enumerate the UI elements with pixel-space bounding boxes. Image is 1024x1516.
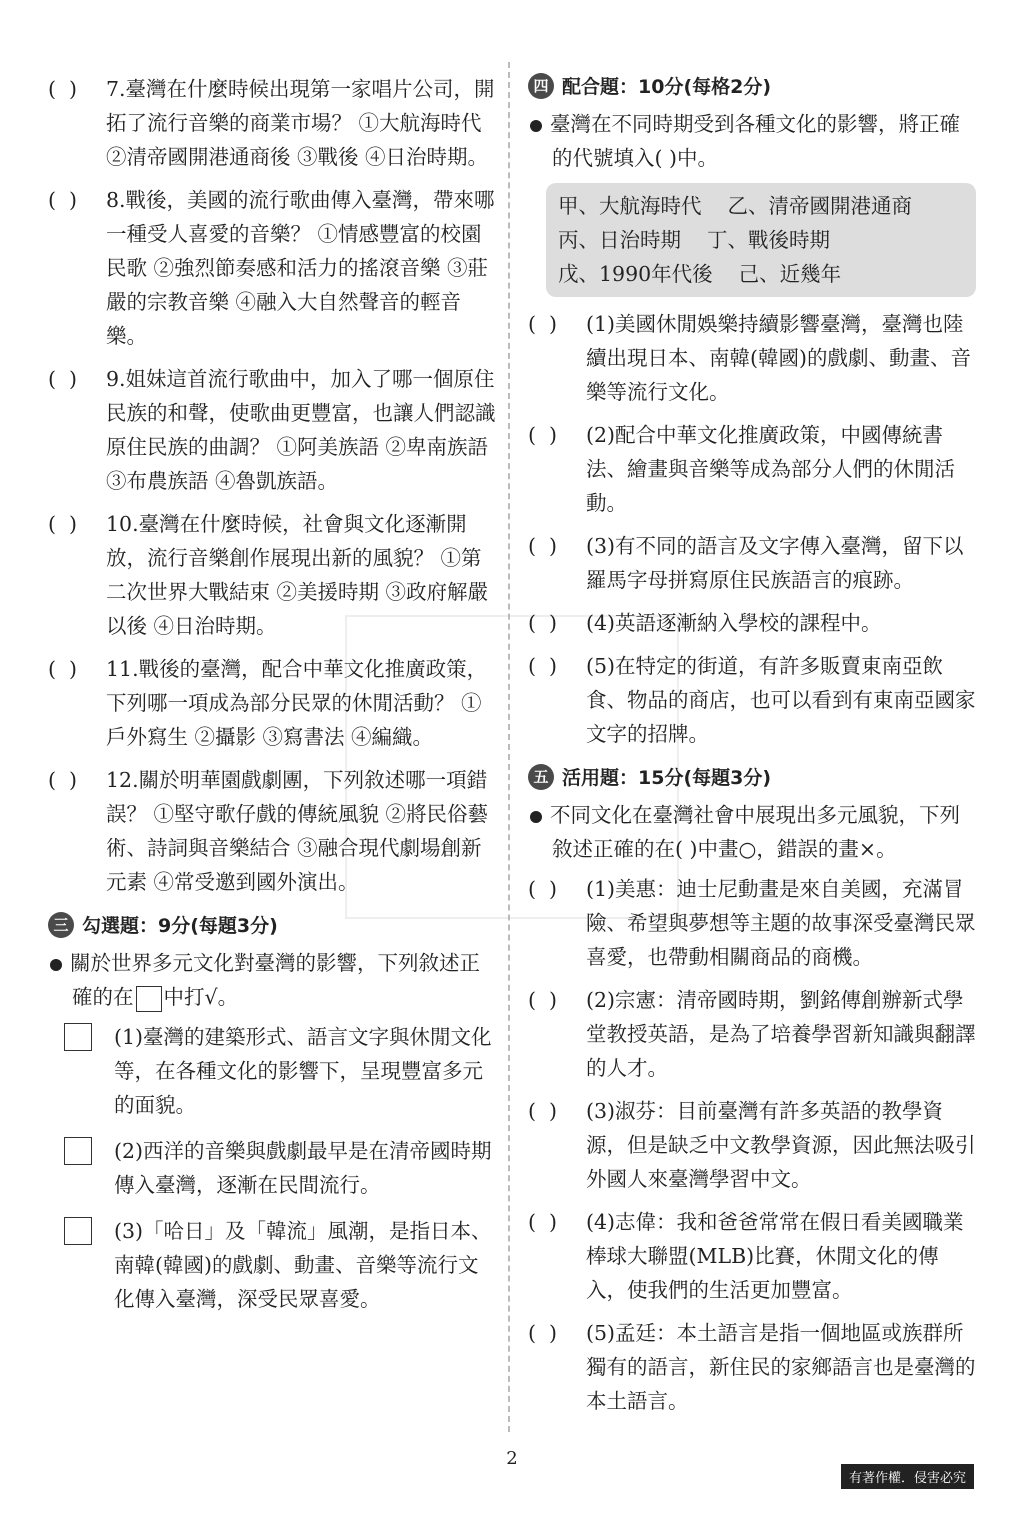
- question-text: 7.臺灣在什麼時候出現第一家唱片公司，開拓了流行音樂的商業市場？ ①大航海時代 ②清帝國開港通商後 ③戰後 ④日治時期。: [106, 77, 495, 169]
- section-4-intro: [528, 107, 976, 175]
- answer-blank[interactable]: ( ): [48, 657, 78, 681]
- question-text: 11.戰後的臺灣，配合中華文化推廣政策，下列哪一項成為部分民眾的休閒活動？ ①戶外寫生 ②攝影 ③寫書法 ④編織。: [106, 657, 488, 749]
- section-4-header: [528, 72, 976, 99]
- question-7: [48, 72, 496, 174]
- bullet-icon: [530, 120, 542, 132]
- answer-blank[interactable]: ( ): [528, 654, 558, 678]
- option: 乙、清帝國開港通商: [727, 194, 912, 218]
- option: 丁、戰後時期: [707, 228, 830, 252]
- question-12: [48, 763, 496, 899]
- section-5-intro: [528, 798, 976, 866]
- check-item-text: (1)臺灣的建築形式、語言文字與休閒文化等，在各種文化的影響下，呈現豐富多元的面貌。: [114, 1025, 492, 1117]
- item-text: (3)有不同的語言及文字傳入臺灣，留下以羅馬字母拼寫原住民族語言的痕跡。: [586, 534, 964, 592]
- apply-item-3: [528, 1094, 976, 1196]
- check-item-1: [48, 1020, 496, 1122]
- item-text: (5)在特定的街道，有許多販賣東南亞飲食、物品的商店，也可以看到有東南亞國家文字的招牌。: [586, 654, 976, 746]
- answer-blank[interactable]: ( ): [48, 188, 78, 212]
- option: 丙、日治時期: [558, 228, 681, 252]
- option: 甲、大航海時代: [558, 194, 702, 218]
- section-badge: 四: [528, 73, 554, 99]
- apply-item-5: [528, 1316, 976, 1418]
- section-3-intro: [48, 946, 496, 1014]
- bullet-icon: [530, 811, 542, 823]
- check-item-text: (3)「哈日」及「韓流」風潮，是指日本、南韓(韓國)的戲劇、動畫、音樂等流行文化傳入臺灣，深受民眾喜愛。: [114, 1219, 492, 1311]
- apply-item-4: [528, 1205, 976, 1307]
- match-item-2: [528, 418, 976, 520]
- answer-blank[interactable]: ( ): [528, 1099, 558, 1123]
- item-text: (4)志偉：我和爸爸常常在假日看美國職業棒球大聯盟(MLB)比賽，休閒文化的傳入，使我們的生活更加豐富。: [586, 1210, 964, 1302]
- question-9: [48, 362, 496, 498]
- question-text: 9.姐妹這首流行歌曲中，加入了哪一個原住民族的和聲，使歌曲更豐富，也讓人們認識原住民族的曲調？ ①阿美族語 ②卑南族語 ③布農族語 ④魯凱族語。: [106, 367, 496, 493]
- item-text: (5)孟廷：本土語言是指一個地區或族群所獨有的語言，新住民的家鄉語言也是臺灣的本土語言。: [586, 1321, 976, 1413]
- question-10: [48, 507, 496, 643]
- answer-blank[interactable]: ( ): [528, 877, 558, 901]
- section-badge: 三: [48, 912, 74, 938]
- question-text: 8.戰後，美國的流行歌曲傳入臺灣，帶來哪一種受人喜愛的音樂？ ①情感豐富的校園民歌 ②強烈節奏感和活力的搖滾音樂 ③莊嚴的宗教音樂 ④融入大自然聲音的輕音樂。: [106, 188, 495, 348]
- intro-text: 臺灣在不同時期受到各種文化的影響，將正確的代號填入( )中。: [550, 112, 960, 170]
- option-row: [558, 257, 964, 291]
- question-11: [48, 652, 496, 754]
- item-text: (4)英語逐漸納入學校的課程中。: [586, 611, 882, 635]
- answer-blank[interactable]: ( ): [48, 77, 78, 101]
- item-text: (1)美惠：迪士尼動畫是來自美國，充滿冒險、希望與夢想等主題的故事深受臺灣民眾喜愛，也帶動相關商品的商機。: [586, 877, 976, 969]
- section-3-header: [48, 911, 496, 938]
- apply-item-1: [528, 872, 976, 974]
- question-text: 10.臺灣在什麼時候，社會與文化逐漸開放，流行音樂創作展現出新的風貌？ ①第二次世界大戰結束 ②美援時期 ③政府解嚴以後 ④日治時期。: [106, 512, 489, 638]
- section-title: 活用題：15分(每題3分): [562, 767, 772, 789]
- answer-blank[interactable]: ( ): [48, 512, 78, 536]
- column-divider: [508, 62, 510, 1432]
- option-row: [558, 189, 964, 223]
- question-text: 12.關於明華園戲劇團，下列敘述哪一項錯誤？ ①堅守歌仔戲的傳統風貌 ②將民俗藝術、詩詞與音樂結合 ③融合現代劇場創新元素 ④常受邀到國外演出。: [106, 768, 489, 894]
- item-text: (3)淑芬：目前臺灣有許多英語的教學資源，但是缺乏中文教學資源，因此無法吸引外國人來臺灣學習中文。: [586, 1099, 976, 1191]
- question-8: [48, 183, 496, 353]
- checkbox[interactable]: [64, 1137, 92, 1165]
- checkbox-icon: [136, 986, 162, 1012]
- checkbox[interactable]: [64, 1217, 92, 1245]
- check-item-text: (2)西洋的音樂與戲劇最早是在清帝國時期傳入臺灣，逐漸在民間流行。: [114, 1139, 492, 1197]
- check-item-3: [48, 1214, 496, 1316]
- section-badge: 五: [528, 764, 554, 790]
- section-title: 勾選題：9分(每題3分): [82, 915, 278, 937]
- answer-blank[interactable]: ( ): [528, 611, 558, 635]
- item-text: (2)配合中華文化推廣政策，中國傳統書法、繪畫與音樂等成為部分人們的休閒活動。: [586, 423, 955, 515]
- section-title: 配合題：10分(每格2分): [562, 76, 772, 98]
- option-row: [558, 223, 964, 257]
- item-text: (2)宗憲：清帝國時期，劉銘傳創辦新式學堂教授英語，是為了培養學習新知識與翻譯的人才。: [586, 988, 976, 1080]
- page-number: 2: [506, 1448, 518, 1469]
- answer-blank[interactable]: ( ): [528, 1321, 558, 1345]
- apply-item-2: [528, 983, 976, 1085]
- answer-blank[interactable]: ( ): [528, 534, 558, 558]
- section-5-header: [528, 763, 976, 790]
- right-column: [528, 72, 976, 1427]
- item-text: (1)美國休閒娛樂持續影響臺灣，臺灣也陸續出現日本、南韓(韓國)的戲劇、動畫、音樂等流行文化。: [586, 312, 971, 404]
- match-item-3: [528, 529, 976, 597]
- answer-blank[interactable]: ( ): [528, 423, 558, 447]
- intro-text-a: 關於世界多元文化對臺灣的影響，下列敘述正確的在: [70, 951, 480, 1009]
- answer-blank[interactable]: ( ): [48, 367, 78, 391]
- check-item-2: [48, 1134, 496, 1202]
- intro-text: 不同文化在臺灣社會中展現出多元風貌，下列敘述正確的在( )中畫○，錯誤的畫×。: [550, 803, 960, 861]
- match-item-4: [528, 606, 976, 640]
- left-column: [48, 72, 496, 1328]
- option-box: [546, 183, 976, 297]
- match-item-1: [528, 307, 976, 409]
- option: 戊、1990年代後: [558, 262, 713, 286]
- intro-text-b: 中打√。: [163, 985, 239, 1009]
- answer-blank[interactable]: ( ): [528, 1210, 558, 1234]
- copyright-label: 有著作權．侵害必究: [841, 1464, 974, 1489]
- checkbox[interactable]: [64, 1023, 92, 1051]
- answer-blank[interactable]: ( ): [528, 988, 558, 1012]
- bullet-icon: [50, 959, 62, 971]
- answer-blank[interactable]: ( ): [48, 768, 78, 792]
- option: 己、近幾年: [738, 262, 842, 286]
- match-item-5: [528, 649, 976, 751]
- answer-blank[interactable]: ( ): [528, 312, 558, 336]
